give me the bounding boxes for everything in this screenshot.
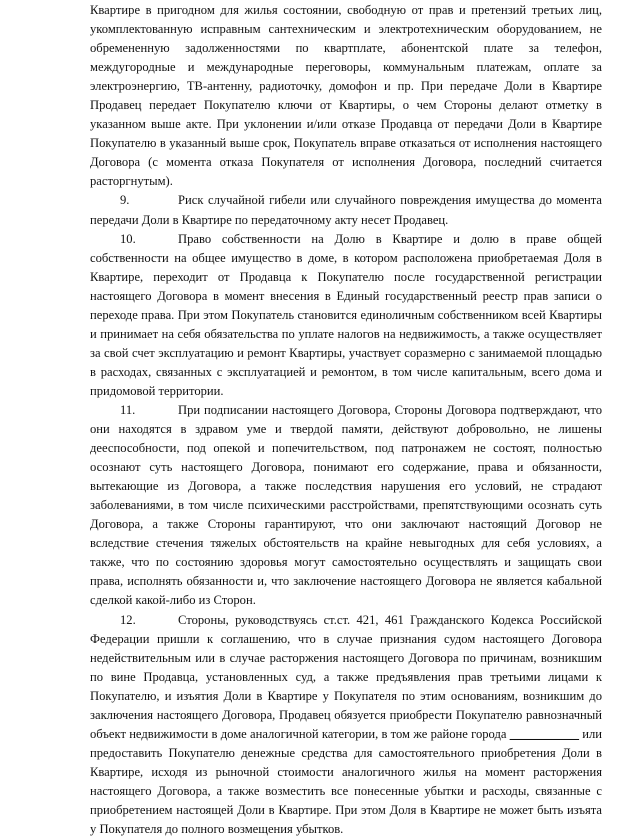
paragraph-8-continuation (90, 1, 602, 191)
paragraph-11-number: 11. (120, 401, 178, 420)
city-fill-in-blank: ___________ (510, 727, 579, 741)
paragraph-9-text: Риск случайной гибели или случайного повреждения имущества до момента передачи Доли в Квартире по передаточному акту несет Продавец. (90, 193, 602, 226)
paragraph-9-number: 9. (120, 191, 178, 210)
paragraph-9 (90, 191, 602, 229)
paragraph-11 (90, 401, 602, 611)
paragraph-8-text: Квартире в пригодном для жилья состоянии, свободную от прав и претензий третьих лиц, укомплектованную исправным сантехническим и электротехническим оборудованием, не обремененную задолженностями по квартплате, абонентской плате за телефон, междугородные и международные переговоры, коммунальным платежам, оплате за электроэнергию, ТВ-антенну, радиоточку, домофон и пр. При передаче Доли в Квартире Продавец передает Покупателю ключи от Квартиры, о чем Стороны делают отметку в указанном выше акте. При уклонении и/или отказе Продавца от передачи Доли в Квартире Покупателю в указанный выше срок, Покупатель вправе отказаться от исполнения настоящего Договора (с момента отказа Покупателя от исполнения Договора, последний считается расторгнутым). (90, 3, 602, 188)
paragraph-10 (90, 230, 602, 401)
paragraph-10-number: 10. (120, 230, 178, 249)
paragraph-12-text-before: Стороны, руководствуясь ст.ст. 421, 461 Гражданского Кодекса Российской Федерации пришли к соглашению, что в случае признания судом настоящего Договора недействительным или в случае расторжения настоящего Договора по причинам, возникшим по вине Продавца, установленных суд, а также предъявления прав третьими лицами к Покупателю, и изъятия Доли в Квартире у Покупателя по этим основаниям, возникшим до заключения настоящего Договора, Продавец обязуется приобрести Покупателю равнозначный объект недвижимости в доме аналогичной категории, в том же районе города (90, 613, 602, 741)
paragraph-11-text: При подписании настоящего Договора, Стороны Договора подтверждают, что они находятся в здравом уме и твердой памяти, действуют добровольно, не лишены дееспособности, под опекой и попечительством, под патронажем не состоят, полностью осознают суть настоящего Договора, понимают его содержание, права и обязанности, вытекающие из Договора, а также последствия нарушения его условий, не страдают заболеваниями, в том числе психическими расстройствами, препятствующими осознать суть Договора, а также Стороны гарантируют, что они заключают настоящий Договор не вследствие стечения тяжелых обстоятельств на крайне невыгодных для себя условиях, а также, что по состоянию здоровья могут самостоятельно осуществлять и защищать свои права, исполнять обязанности и, что заключение настоящего Договора не является кабальной сделкой какой-либо из Сторон. (90, 403, 602, 607)
paragraph-10-text: Право собственности на Долю в Квартире и долю в праве общей собственности на общее имущество в доме, в котором расположена приобретаемая Доля в Квартире, переходит от Продавца к Покупателю после государственной регистрации настоящего Договора в момент внесения в Единый государственный реестр прав записи о переходе права. При этом Покупатель становится единоличным собственником всей Квартиры и принимает на себя обязательства по уплате налогов на недвижимость, а также осуществляет за свой счет эксплуатацию и ремонт Квартиры, участвует соразмерно с занимаемой площадью в расходах, связанных с эксплуатацией и ремонтом, в том числе капитальным, всего дома и придомовой территории. (90, 232, 602, 398)
paragraph-12-number: 12. (120, 611, 178, 630)
paragraph-12 (90, 611, 602, 839)
paragraph-12-text-after: или предоставить Покупателю денежные средства для самостоятельного приобретения Доли в Квартире, исходя из рыночной стоимости аналогичного жилья на момент расторжения настоящего Договора, а также возместить все понесенные убытки и расходы, связанные с приобретением настоящей Доли в Квартире. При этом Доля в Квартире не может быть изъята у Покупателя до полного возмещения убытков. (90, 727, 602, 836)
